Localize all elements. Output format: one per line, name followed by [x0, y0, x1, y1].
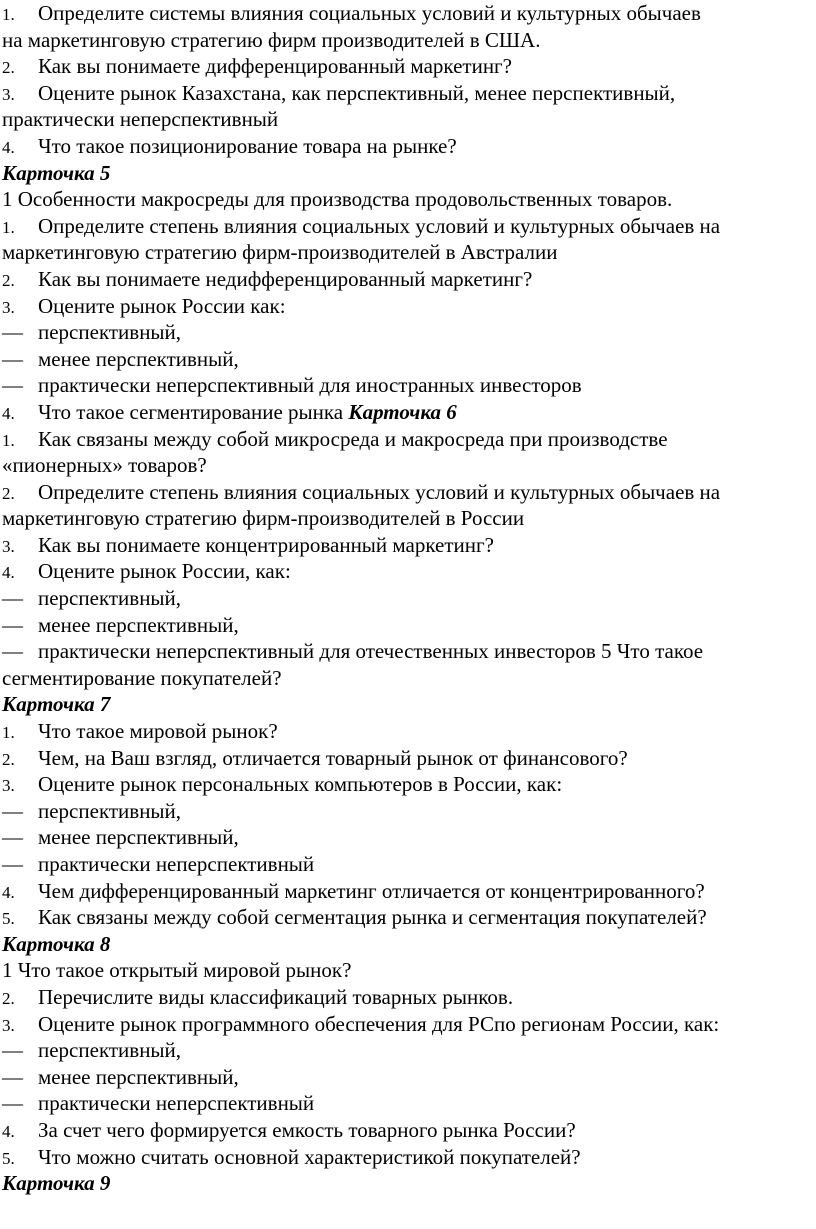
dash-item — [2, 372, 812, 399]
numbered-item — [2, 479, 812, 506]
item-text: Определите системы влияния социальных условий и культурных обычаев — [38, 1, 701, 25]
numbered-item — [2, 745, 812, 772]
item-number: 2. — [2, 988, 15, 1008]
item-text: Что такое сегментирование рынка — [38, 399, 349, 424]
item-number: 2. — [2, 749, 15, 769]
text-line — [2, 27, 812, 54]
dash-item — [2, 798, 812, 825]
dash-item — [2, 824, 812, 851]
dash-item — [2, 319, 812, 346]
text-line — [2, 106, 812, 133]
dash-item — [2, 1064, 812, 1091]
dash-bullet: — — [2, 346, 23, 371]
card-heading — [2, 160, 812, 187]
line-text: 1 Особенности макросреды для производства продовольственных товаров. — [2, 187, 673, 212]
item-text: практически неперспективный — [38, 852, 315, 876]
item-text: За счет чего формируется емкость товарного рынка России? — [38, 1117, 576, 1142]
card-heading-text: Карточка 9 — [2, 1171, 111, 1196]
dash-bullet: — — [2, 1064, 23, 1089]
item-text: Оцените рынок России как: — [38, 293, 286, 318]
numbered-item — [2, 426, 812, 453]
item-number: 4. — [2, 1121, 15, 1141]
item-number: 3. — [2, 297, 15, 317]
numbered-item — [2, 904, 812, 931]
dash-item — [2, 612, 812, 639]
text-line — [2, 957, 812, 984]
card-heading-text: Карточка 8 — [2, 931, 111, 956]
numbered-item — [2, 1144, 812, 1171]
item-text: менее перспективный, — [38, 1064, 239, 1089]
item-text: Как связаны между собой сегментация рынка и сегментация покупателей? — [38, 905, 707, 930]
item-text: практически неперспективный для отечественных инвесторов 5 Что такое — [38, 639, 704, 664]
item-number: 4. — [2, 882, 15, 902]
item-number: 4. — [2, 403, 15, 423]
line-text: сегментирование покупателей? — [2, 665, 282, 690]
item-text: Чем дифференцированный маркетинг отличается от концентрированного? — [38, 878, 705, 903]
line-text: маркетинговую стратегию фирм-производителей в России — [2, 506, 525, 531]
text-line — [2, 665, 812, 692]
item-text: перспективный, — [38, 320, 182, 345]
item-text: перспективный, — [38, 798, 182, 823]
item-number: 3. — [2, 1015, 15, 1035]
card-heading-text: Карточка 7 — [2, 692, 111, 717]
card-heading-text: Карточка 5 — [2, 160, 111, 185]
line-text: практически неперспективный — [2, 107, 279, 132]
dash-item — [2, 585, 812, 612]
item-number: 4. — [2, 137, 15, 157]
numbered-item — [2, 53, 812, 80]
item-text: Что такое позиционирование товара на рынке? — [38, 133, 457, 158]
dash-bullet: — — [2, 1091, 23, 1116]
item-number: 5. — [2, 909, 15, 929]
item-number: 3. — [2, 84, 15, 104]
item-number: 2. — [2, 483, 15, 503]
item-text: менее перспективный, — [38, 825, 239, 850]
dash-bullet: — — [2, 1038, 23, 1063]
card-heading — [2, 691, 812, 718]
dash-item — [2, 851, 812, 878]
item-number: 1. — [2, 430, 15, 450]
text-line — [2, 452, 812, 479]
item-text: Как вы понимаете дифференцированный маркетинг? — [38, 54, 512, 79]
item-text: перспективный, — [38, 1038, 182, 1063]
dash-bullet: — — [2, 373, 23, 398]
numbered-item — [2, 771, 812, 798]
card-heading — [2, 1170, 812, 1197]
numbered-item — [2, 213, 812, 240]
item-text: перспективный, — [38, 586, 182, 611]
dash-item — [2, 638, 812, 665]
item-text: менее перспективный, — [38, 612, 239, 637]
item-text: Оцените рынок персональных компьютеров в России, как: — [38, 772, 563, 797]
card-heading-text: Карточка 6 — [348, 399, 457, 424]
numbered-item — [2, 266, 812, 293]
item-number: 3. — [2, 536, 15, 556]
dash-bullet: — — [2, 612, 23, 637]
dash-bullet: — — [2, 852, 23, 876]
item-number: 4. — [2, 563, 15, 583]
item-text: Оцените рынок программного обеспечения для РСпо регионам России, как: — [38, 1011, 720, 1036]
item-number: 1. — [2, 5, 15, 24]
dash-bullet: — — [2, 639, 23, 664]
document-body — [2, 0, 812, 1197]
item-number: 2. — [2, 270, 15, 290]
item-text: Что можно считать основной характеристикой покупателей? — [38, 1144, 581, 1169]
text-line — [2, 186, 812, 213]
item-text: менее перспективный, — [38, 346, 239, 371]
line-text: на маркетинговую стратегию фирм производителей в США. — [2, 27, 541, 52]
item-text: Чем, на Ваш взгляд, отличается товарный рынок от финансового? — [38, 745, 628, 770]
item-text: Как вы понимаете концентрированный маркетинг? — [38, 532, 494, 557]
item-text: Определите степень влияния социальных условий и культурных обычаев на — [38, 479, 721, 504]
numbered-item — [2, 80, 812, 107]
item-text: практически неперспективный для иностранных инвесторов — [38, 373, 582, 398]
numbered-item — [2, 984, 812, 1011]
item-number: 5. — [2, 1148, 15, 1168]
item-number: 1. — [2, 723, 15, 743]
item-text: Оцените рынок России, как: — [38, 559, 291, 584]
item-text: Определите степень влияния социальных условий и культурных обычаев на — [38, 213, 721, 238]
numbered-item — [2, 399, 812, 426]
numbered-item — [2, 718, 812, 745]
numbered-item — [2, 558, 812, 585]
line-text: «пионерных» товаров? — [2, 453, 207, 478]
item-number: 1. — [2, 217, 15, 237]
numbered-item — [2, 1117, 812, 1144]
card-heading — [2, 931, 812, 958]
item-text: Как связаны между собой микросреда и макросреда при производстве — [38, 426, 668, 451]
line-text: 1 Что такое открытый мировой рынок? — [2, 958, 352, 983]
dash-bullet: — — [2, 825, 23, 850]
line-text: маркетинговую стратегию фирм-производителей в Австралии — [2, 240, 558, 265]
item-text: Как вы понимаете недифференцированный маркетинг? — [38, 266, 533, 291]
item-number: 3. — [2, 776, 15, 796]
dash-item — [2, 346, 812, 373]
numbered-item — [2, 1011, 812, 1038]
dash-item — [2, 1037, 812, 1064]
item-text: Что такое мировой рынок? — [38, 719, 278, 744]
numbered-item — [2, 133, 812, 160]
item-text: Оцените рынок Казахстана, как перспективный, менее перспективный, — [38, 80, 676, 105]
item-number: 2. — [2, 58, 15, 78]
dash-bullet: — — [2, 798, 23, 823]
dash-bullet: — — [2, 320, 23, 345]
numbered-item — [2, 0, 812, 27]
numbered-item — [2, 532, 812, 559]
item-text: практически неперспективный — [38, 1091, 315, 1116]
text-line — [2, 239, 812, 266]
text-line — [2, 505, 812, 532]
numbered-item — [2, 293, 812, 320]
dash-item — [2, 1090, 812, 1117]
numbered-item — [2, 878, 812, 905]
dash-bullet: — — [2, 586, 23, 611]
item-text: Перечислите виды классификаций товарных рынков. — [38, 984, 514, 1009]
